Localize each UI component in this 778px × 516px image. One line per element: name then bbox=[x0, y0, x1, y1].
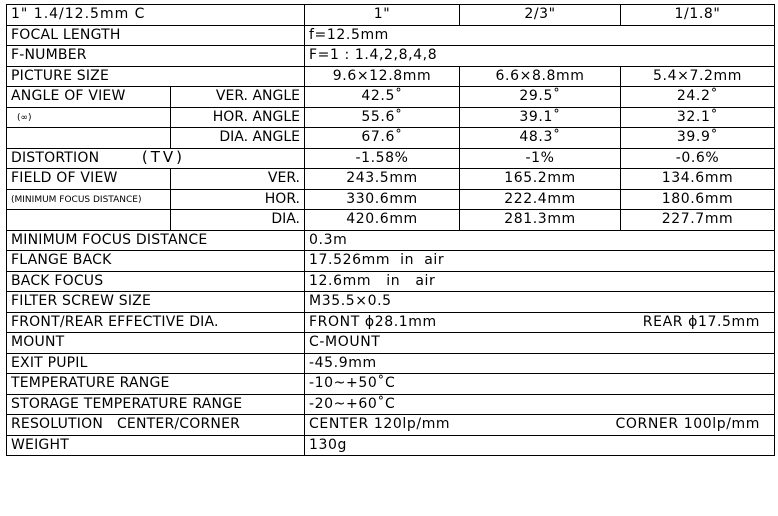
picture-size-row bbox=[7, 66, 775, 87]
header-row bbox=[7, 5, 775, 26]
f-number-label: F-NUMBER bbox=[7, 46, 305, 67]
mount-value: C-MOUNT bbox=[305, 333, 775, 354]
dia-angle-1in: 67.6˚ bbox=[305, 128, 460, 149]
angle-infinity-note: (∞) bbox=[7, 107, 171, 128]
hor-angle-2-3in: 39.1˚ bbox=[460, 107, 621, 128]
format-2-3in: 2/3" bbox=[460, 5, 621, 26]
distortion-label bbox=[7, 148, 305, 169]
ver-angle-2-3in: 29.5˚ bbox=[460, 87, 621, 108]
flange-back-row bbox=[7, 251, 775, 272]
back-focus-label: BACK FOCUS bbox=[7, 271, 305, 292]
fov-hor-1-1.8in: 180.6mm bbox=[621, 189, 775, 210]
resolution-value bbox=[305, 415, 775, 436]
exit-pupil-row bbox=[7, 353, 775, 374]
fov-hor-2-3in: 222.4mm bbox=[460, 189, 621, 210]
picture-size-2-3in: 6.6×8.8mm bbox=[460, 66, 621, 87]
exit-pupil-label: EXIT PUPIL bbox=[7, 353, 305, 374]
fov-ver-1in: 243.5mm bbox=[305, 169, 460, 190]
focal-length-label: FOCAL LENGTH bbox=[7, 25, 305, 46]
weight-label: WEIGHT bbox=[7, 435, 305, 456]
lens-title: 1" 1.4/12.5mm C bbox=[7, 5, 305, 26]
ver-angle-1in: 42.5˚ bbox=[305, 87, 460, 108]
temperature-label: TEMPERATURE RANGE bbox=[7, 374, 305, 395]
filter-screw-label: FILTER SCREW SIZE bbox=[7, 292, 305, 313]
hor-angle-label: HOR. ANGLE bbox=[171, 107, 305, 128]
fov-dia-1-1.8in: 227.7mm bbox=[621, 210, 775, 231]
fov-dia-1in: 420.6mm bbox=[305, 210, 460, 231]
hor-angle-1in: 55.6˚ bbox=[305, 107, 460, 128]
fov-dia-row bbox=[7, 210, 775, 231]
focal-length-value: f=12.5mm bbox=[305, 25, 775, 46]
effective-dia-row bbox=[7, 312, 775, 333]
effective-dia-label: FRONT/REAR EFFECTIVE DIA. bbox=[7, 312, 305, 333]
min-focus-row bbox=[7, 230, 775, 251]
ver-angle-label: VER. ANGLE bbox=[171, 87, 305, 108]
resolution-label: RESOLUTION CENTER/CORNER bbox=[7, 415, 305, 436]
fov-dia-2-3in: 281.3mm bbox=[460, 210, 621, 231]
distortion-2-3in: -1% bbox=[460, 148, 621, 169]
weight-value: 130g bbox=[305, 435, 775, 456]
picture-size-1-1.8in: 5.4×7.2mm bbox=[621, 66, 775, 87]
dia-angle-2-3in: 48.3˚ bbox=[460, 128, 621, 149]
filter-screw-value: M35.5×0.5 bbox=[305, 292, 775, 313]
f-number-value: F=1 : 1.4,2,8,4,8 bbox=[305, 46, 775, 67]
format-1in: 1" bbox=[305, 5, 460, 26]
fov-ver-2-3in: 165.2mm bbox=[460, 169, 621, 190]
flange-back-label: FLANGE BACK bbox=[7, 251, 305, 272]
fov-ver-1-1.8in: 134.6mm bbox=[621, 169, 775, 190]
min-focus-label: MINIMUM FOCUS DISTANCE bbox=[7, 230, 305, 251]
weight-row bbox=[7, 435, 775, 456]
resolution-row bbox=[7, 415, 775, 436]
storage-temperature-label: STORAGE TEMPERATURE RANGE bbox=[7, 394, 305, 415]
distortion-label-text: DISTORTION bbox=[11, 150, 100, 167]
front-dia: FRONT ϕ28.1mm bbox=[309, 313, 437, 330]
ver-angle-1-1.8in: 24.2˚ bbox=[621, 87, 775, 108]
fov-spacer bbox=[7, 210, 171, 231]
fov-hor-1in: 330.6mm bbox=[305, 189, 460, 210]
distortion-tv-label: (TV) bbox=[141, 148, 186, 167]
effective-dia-value bbox=[305, 312, 775, 333]
f-number-row bbox=[7, 46, 775, 67]
mount-row bbox=[7, 333, 775, 354]
format-1-1.8in: 1/1.8" bbox=[621, 5, 775, 26]
dia-angle-1-1.8in: 39.9˚ bbox=[621, 128, 775, 149]
picture-size-1in: 9.6×12.8mm bbox=[305, 66, 460, 87]
temperature-value: -10~+50˚C bbox=[305, 374, 775, 395]
fov-ver-row bbox=[7, 169, 775, 190]
mount-label: MOUNT bbox=[7, 333, 305, 354]
angle-spacer bbox=[7, 128, 171, 149]
back-focus-value: 12.6mm in air bbox=[305, 271, 775, 292]
angle-dia-row bbox=[7, 128, 775, 149]
resolution-center: CENTER 120lp/mm bbox=[309, 416, 451, 433]
storage-temperature-row bbox=[7, 394, 775, 415]
back-focus-row bbox=[7, 271, 775, 292]
exit-pupil-value: -45.9mm bbox=[305, 353, 775, 374]
fov-ver-label: VER. bbox=[171, 169, 305, 190]
distortion-1in: -1.58% bbox=[305, 148, 460, 169]
fov-dia-label: DIA. bbox=[171, 210, 305, 231]
angle-hor-row bbox=[7, 107, 775, 128]
picture-size-label: PICTURE SIZE bbox=[7, 66, 305, 87]
angle-ver-row bbox=[7, 87, 775, 108]
min-focus-value: 0.3m bbox=[305, 230, 775, 251]
storage-temperature-value: -20~+60˚C bbox=[305, 394, 775, 415]
lens-spec-sheet bbox=[6, 4, 774, 456]
temperature-row bbox=[7, 374, 775, 395]
flange-back-value: 17.526mm in air bbox=[305, 251, 775, 272]
distortion-1-1.8in: -0.6% bbox=[621, 148, 775, 169]
fov-min-focus-note: (MINIMUM FOCUS DISTANCE) bbox=[7, 189, 171, 210]
fov-hor-row bbox=[7, 189, 775, 210]
filter-screw-row bbox=[7, 292, 775, 313]
fov-hor-label: HOR. bbox=[171, 189, 305, 210]
focal-length-row bbox=[7, 25, 775, 46]
angle-of-view-label: ANGLE OF VIEW bbox=[7, 87, 171, 108]
spec-table bbox=[6, 4, 775, 456]
dia-angle-label: DIA. ANGLE bbox=[171, 128, 305, 149]
field-of-view-label: FIELD OF VIEW bbox=[7, 169, 171, 190]
resolution-corner: CORNER 100lp/mm bbox=[615, 416, 761, 433]
hor-angle-1-1.8in: 32.1˚ bbox=[621, 107, 775, 128]
rear-dia: REAR ϕ17.5mm bbox=[642, 313, 761, 330]
distortion-row bbox=[7, 148, 775, 169]
